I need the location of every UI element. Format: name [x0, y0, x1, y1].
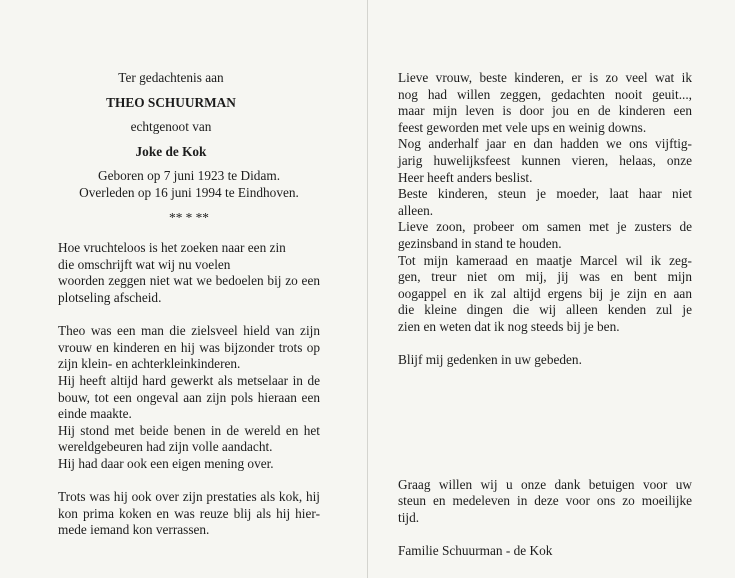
spouse-intro: echtgenoot van: [130, 119, 212, 135]
paragraph-2: [58, 323, 320, 472]
prayer-line: Blijf mij gedenken in uw gebeden.: [398, 352, 582, 368]
text-line: einde maakte.: [58, 406, 132, 422]
text-line: Trots was hij ook over zijn prestaties als kok, hij: [58, 489, 320, 505]
intro-text: Ter gedachtenis aan: [118, 70, 224, 85]
text-line: mede iemand kon verrassen.: [58, 522, 210, 538]
family-signature: Familie Schuurman - de Kok: [398, 543, 553, 559]
text-line: Heer heeft anders beslist.: [398, 169, 533, 185]
text-line: Graag willen wij u onze dank betuigen voor uw: [398, 476, 692, 492]
text-line: plotseling afscheid.: [58, 289, 162, 305]
text-line: Lieve zoon, probeer om samen met je zusters de: [398, 219, 692, 235]
text-line: Hij heeft altijd hard gewerkt als metselaar in de: [58, 372, 320, 388]
text-line: kon prima koken en was reuze blij als hij hier-: [58, 505, 320, 521]
text-line: alleen.: [398, 202, 434, 218]
deceased-name: THEO SCHUURMAN: [106, 94, 236, 110]
spouse-name: Joke de Kok: [135, 143, 207, 159]
death-line: Overleden op 16 juni 1994 te Eindhoven.: [79, 184, 299, 200]
text-line: zijn klein- en achterkleinkinderen.: [58, 356, 241, 372]
text-line: woorden zeggen niet wat we bedoelen bij zo een: [58, 273, 320, 289]
text-line: Nog anderhalf jaar en dan hadden we ons vijftig-: [398, 136, 692, 152]
paragraph-3: [58, 489, 320, 539]
text-line: oogappel en ik zal altijd ergens bij je zijn en aan: [398, 285, 692, 301]
birth-line: Geboren op 7 juni 1923 te Didam.: [97, 168, 281, 184]
text-line: Hij stond met beide benen in de wereld en het: [58, 422, 320, 438]
text-line: die kleine dingen die wij alleen kenden zul je: [398, 302, 692, 318]
text-line: maar mijn leven is door jou en de kinderen een: [398, 103, 692, 119]
letter-paragraph: [398, 70, 692, 336]
text-line: bouw, tot een ongeval aan zijn pols hieraan een: [58, 389, 320, 405]
text-line: steun en medeleven in deze voor ons zo moeilijke: [398, 493, 692, 509]
left-page: [58, 70, 320, 539]
text-line: gen, treur niet om mij, jij was en bent mijn: [398, 269, 692, 285]
text-line: nog had willen zeggen, gedachten nooit geuit...,: [398, 86, 692, 102]
text-line: Theo was een man die zielsveel hield van zijn: [58, 323, 320, 339]
card-fold: [367, 0, 368, 578]
text-line: zien en weten dat ik nog steeds bij je ben.: [398, 318, 620, 334]
paragraph-1: [58, 240, 320, 306]
text-line: Lieve vrouw, beste kinderen, er is zo veel wat ik: [398, 70, 692, 85]
text-line: Tot mijn kameraad en maatje Marcel wil ik zeg-: [398, 252, 692, 268]
text-line: jarig huwelijksfeest kunnen vieren, helaas, onze: [398, 152, 692, 168]
text-line: wereldgebeuren had zijn volle aandacht.: [58, 439, 273, 455]
text-line: die omschrijft wat wij nu voelen: [58, 256, 231, 272]
text-line: Hij had daar ook een eigen mening over.: [58, 455, 274, 471]
text-line: Beste kinderen, steun je moeder, laat haar niet: [398, 186, 692, 202]
text-line: gezinsband in stand te houden.: [398, 235, 562, 251]
separator: ** * **: [169, 209, 209, 225]
right-page: [398, 70, 692, 560]
text-line: vrouw en kinderen en hij was bijzonder trots op: [58, 339, 320, 355]
text-line: tijd.: [398, 509, 420, 525]
thanks-paragraph: [398, 477, 692, 527]
text-line: Hoe vruchteloos is het zoeken naar een zin: [58, 240, 286, 256]
text-line: feest geworden met vele ups en weinig downs.: [398, 119, 647, 135]
